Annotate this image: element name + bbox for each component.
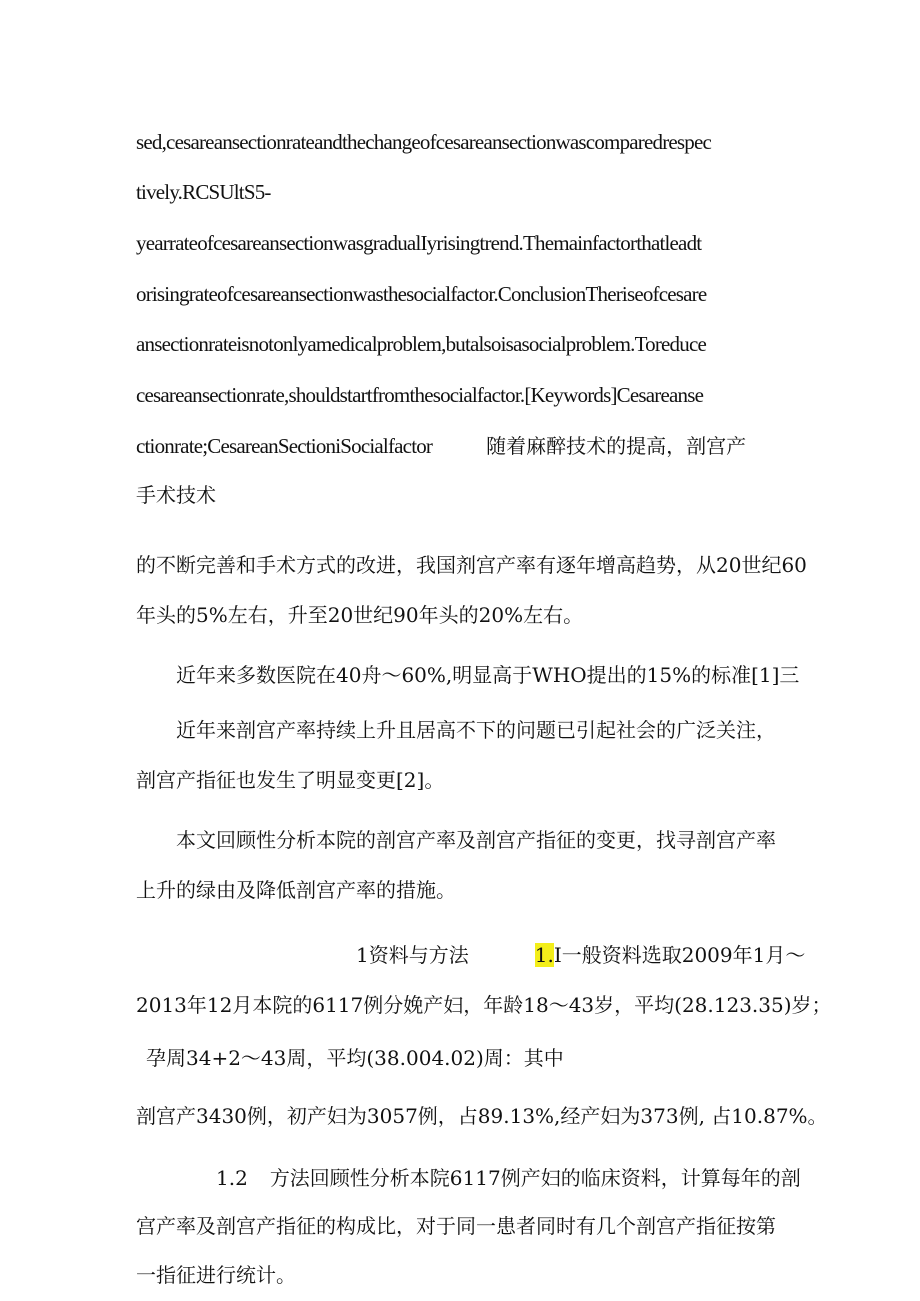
abstract-line-3: yearrateofcesareansectionwasgradualIyrisingtrend.Themainfactorthatleadt (136, 231, 702, 255)
abstract-line-8: 手术技术 (136, 483, 216, 507)
intro-p3-line-1: 近年来剖宫产率持续上升且居高不下的问题已引起社会的广泛关注， (176, 718, 776, 742)
abstract-line-7 (136, 432, 746, 460)
intro-p1-line-1: 的不断完善和手术方式的改进，我国剂宫产率有逐年增高趋势，从20世纪60 (136, 553, 807, 577)
abstract-line-1: sed,cesareansectionrateandthechangeofcesareansectionwascomparedrespec (136, 130, 712, 154)
abstract-line-5: ansectionrateisnotonlyamedicalproblem,butalsoisasocialproblem.Toreduce (136, 332, 706, 356)
intro-p3-line-2: 剖宫产指征也发生了明显变更[2]。 (136, 768, 445, 792)
abstract-line-4: orisingrateofcesareansectionwasthesocialfactor.ConclusionTheriseofcesare (136, 282, 707, 306)
highlighted-number: 1. (534, 943, 554, 967)
abstract-line-2: tively.RCSUltS5- (136, 180, 271, 204)
methods-s2-line-1 (216, 1164, 801, 1192)
intro-p4-line-2: 上升的绿由及降低剖宫产率的措施。 (136, 878, 456, 902)
methods-s2-line-3: 一指征进行统计。 (136, 1263, 296, 1287)
subsection-1-1-start: I一般资料选取2009年1月～ (553, 943, 806, 967)
abstract-line-6: cesareansectionrate,shouldstartfromthesocialfactor.[Keywords]Cesareanse (136, 383, 704, 407)
subsection-1-2-start: 方法回顾性分析本院6117例产妇的临床资料，计算每年的剖 (269, 1166, 801, 1190)
methods-line-2: 2013年12月本院的6117例分娩产妇，年龄18～43岁，平均(28.123.35)岁； (136, 993, 832, 1017)
methods-line-4: 剖宫产3430例，初产妇为3057例，占89.13%,经产妇为373例, 占10.87%。 (136, 1104, 828, 1128)
methods-line-3: 孕周34+2～43周，平均(38.004.02)周：其中 (146, 1046, 564, 1070)
intro-p4-line-1: 本文回顾性分析本院的剖宫产率及剖宫产指征的变更，找寻剖宫产率 (176, 828, 776, 852)
intro-p2: 近年来多数医院在40舟～60%,明显高于WHO提出的15%的标准[1]三 (176, 663, 800, 687)
subsection-number: 1.2 (216, 1166, 248, 1190)
keywords-tail: ctionrate;CesareanSectioniSocialfactor (136, 434, 433, 458)
methods-line-1 (356, 941, 805, 969)
intro-start: 随着麻醉技术的提高，剖宫产 (486, 434, 747, 458)
section-heading: 1资料与方法 (356, 943, 469, 967)
intro-p1-line-2: 年头的5%左右，升至20世纪90年头的20%左右。 (136, 603, 584, 627)
methods-s2-line-2: 宫产率及剖宫产指征的构成比，对于同一患者同时有几个剖宫产指征按第 (136, 1214, 776, 1238)
